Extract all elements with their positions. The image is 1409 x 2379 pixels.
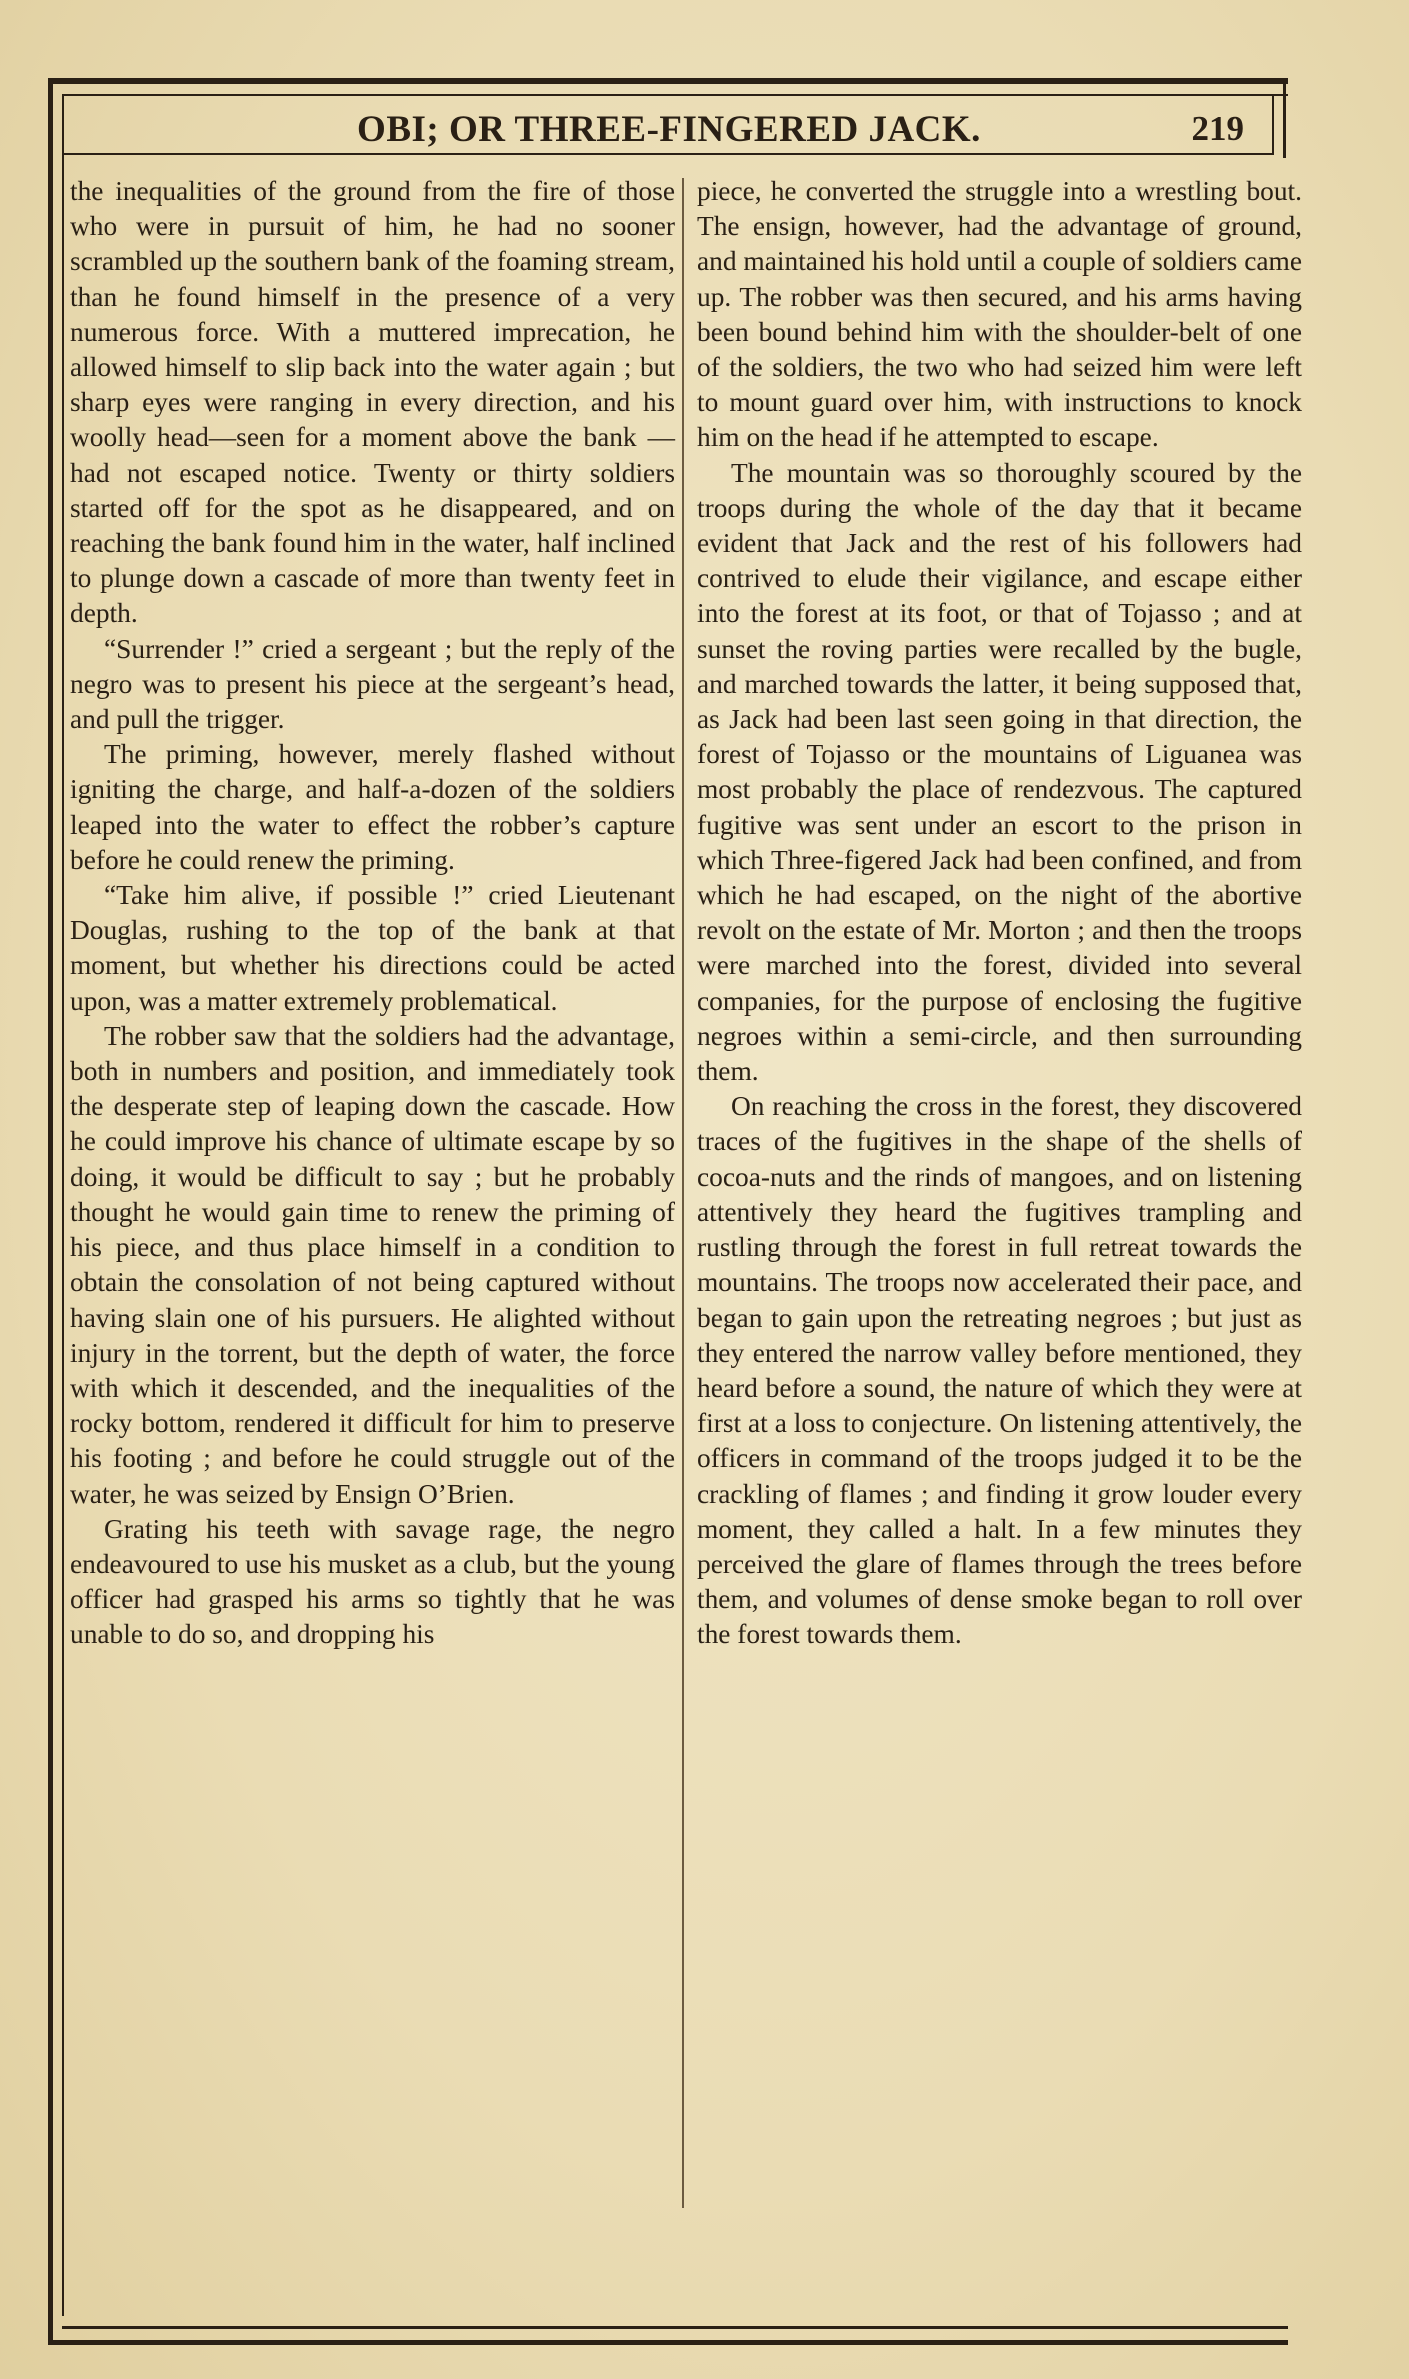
frame-right-rule <box>1283 78 1286 158</box>
frame-top-rule <box>48 78 1288 84</box>
paragraph: “Take him alive, if possible !” cried Lieutenant Douglas, rushing to the top of the bank at that moment, but whether his directions could be acted upon, was a matter extremely problematical. <box>70 880 675 1016</box>
left-column <box>70 174 675 1653</box>
frame-top-inner-rule <box>62 94 1288 96</box>
paragraph: “Surrender !” cried a sergeant ; but the reply of the negro was to present his piece at the sergeant’s head, and pull the trigger. <box>70 633 675 735</box>
page-number: 219 <box>1191 109 1244 148</box>
frame-left-rule <box>48 78 53 2340</box>
paragraph: Grating his teeth with savage rage, the negro endeavoured to use his musket as a club, but the young officer had grasped his arms so tightly that he was unable to do so, and dropping his <box>70 1513 675 1650</box>
frame-left-inner-rule <box>62 94 64 2316</box>
paragraph: piece, he converted the struggle into a wrestling bout. The ensign, however, had the advantage of ground, and maintained his hold until a couple of soldiers came up. The robber was then secured, and his arms having been bound behind him with the shoulder-belt of one of the soldiers, the two who had seized him were left to mount guard over him, with instructions to knock him on the head if he attempted to escape. <box>697 176 1302 453</box>
paragraph: The robber saw that the soldiers had the advantage, both in numbers and position, and immediately took the desperate step of leaping down the cascade. How he could improve his chance of ultimate escape by so doing, it would be difficult to say ; but he probably thought he would gain time to renew the priming of his piece, and thus place himself in a condition to obtain the consolation of not being captured without having slain one of his pursuers. He alighted without injury in the torrent, but the depth of water, the force with which it descended, and the inequalities of the rocky bottom, rendered it difficult for him to preserve his footing ; and before he could struggle out of the water, he was seized by Ensign O’Brien. <box>70 1020 675 1509</box>
paragraph: The priming, however, merely flashed without igniting the charge, and half-a-dozen of the soldiers leaped into the water to effect the robber’s capture before he could renew the priming. <box>70 739 675 875</box>
paragraph: The mountain was so thoroughly scoured by the troops during the whole of the day that it became evident that Jack and the rest of his followers had contrived to elude their vigilance, and escape either into the forest at its foot, or that of Tojasso ; and at sunset the roving parties were recalled by the bugle, and marched towards the latter, it being supposed that, as Jack had been last seen going in that direction, the forest of Tojasso or the mountains of Liguanea was most probably the place of rendezvous. The captured fugitive was sent under an escort to the prison in which Three-figered Jack had been confined, and from which he had escaped, on the night of the abortive revolt on the estate of Mr. Morton ; and then the troops were marched into the forest, divided into several companies, for the purpose of enclosing the fugitive negroes within a semi-circle, and then surrounding them. <box>697 457 1302 1087</box>
paragraph: On reaching the cross in the forest, they discovered traces of the fugitives in the shape of the shells of cocoa-nuts and the rinds of mangoes, and on listening attentively they heard the fugitives trampling and rustling through the forest in full retreat towards the mountains. The troops now accelerated their pace, and began to gain upon the retreating negroes ; but just as they entered the narrow valley before mentioned, they heard before a sound, the nature of which they were at first at a loss to conjecture. On listening attentively, the officers in command of the troops judged it to be the crackling of flames ; and finding it grow louder every moment, they called a halt. In a few minutes they perceived the glare of flames through the trees before them, and volumes of dense smoke began to roll over the forest towards them. <box>697 1091 1302 1650</box>
frame-bottom-rule <box>62 2326 1288 2329</box>
right-column <box>697 174 1302 1653</box>
frame-bottom-outer-rule <box>48 2340 1288 2345</box>
running-head <box>64 100 1274 152</box>
header-rule <box>64 153 1274 155</box>
running-head-title: OBI; OR THREE-FINGERED JACK. <box>357 109 981 150</box>
paragraph: the inequalities of the ground from the fire of those who were in pursuit of him, he had no sooner scrambled up the southern bank of the foaming stream, than he found himself in the presence of a very numerous force. With a muttered imprecation, he allowed himself to slip back into the water again ; but sharp eyes were ranging in every direction, and his woolly head—seen for a moment above the bank — had not escaped notice. Twenty or thirty soldiers started off for the spot as he disappeared, and on reaching the bank found him in the water, half inclined to plunge down a cascade of more than twenty feet in depth. <box>70 176 675 629</box>
column-divider <box>682 178 684 2208</box>
